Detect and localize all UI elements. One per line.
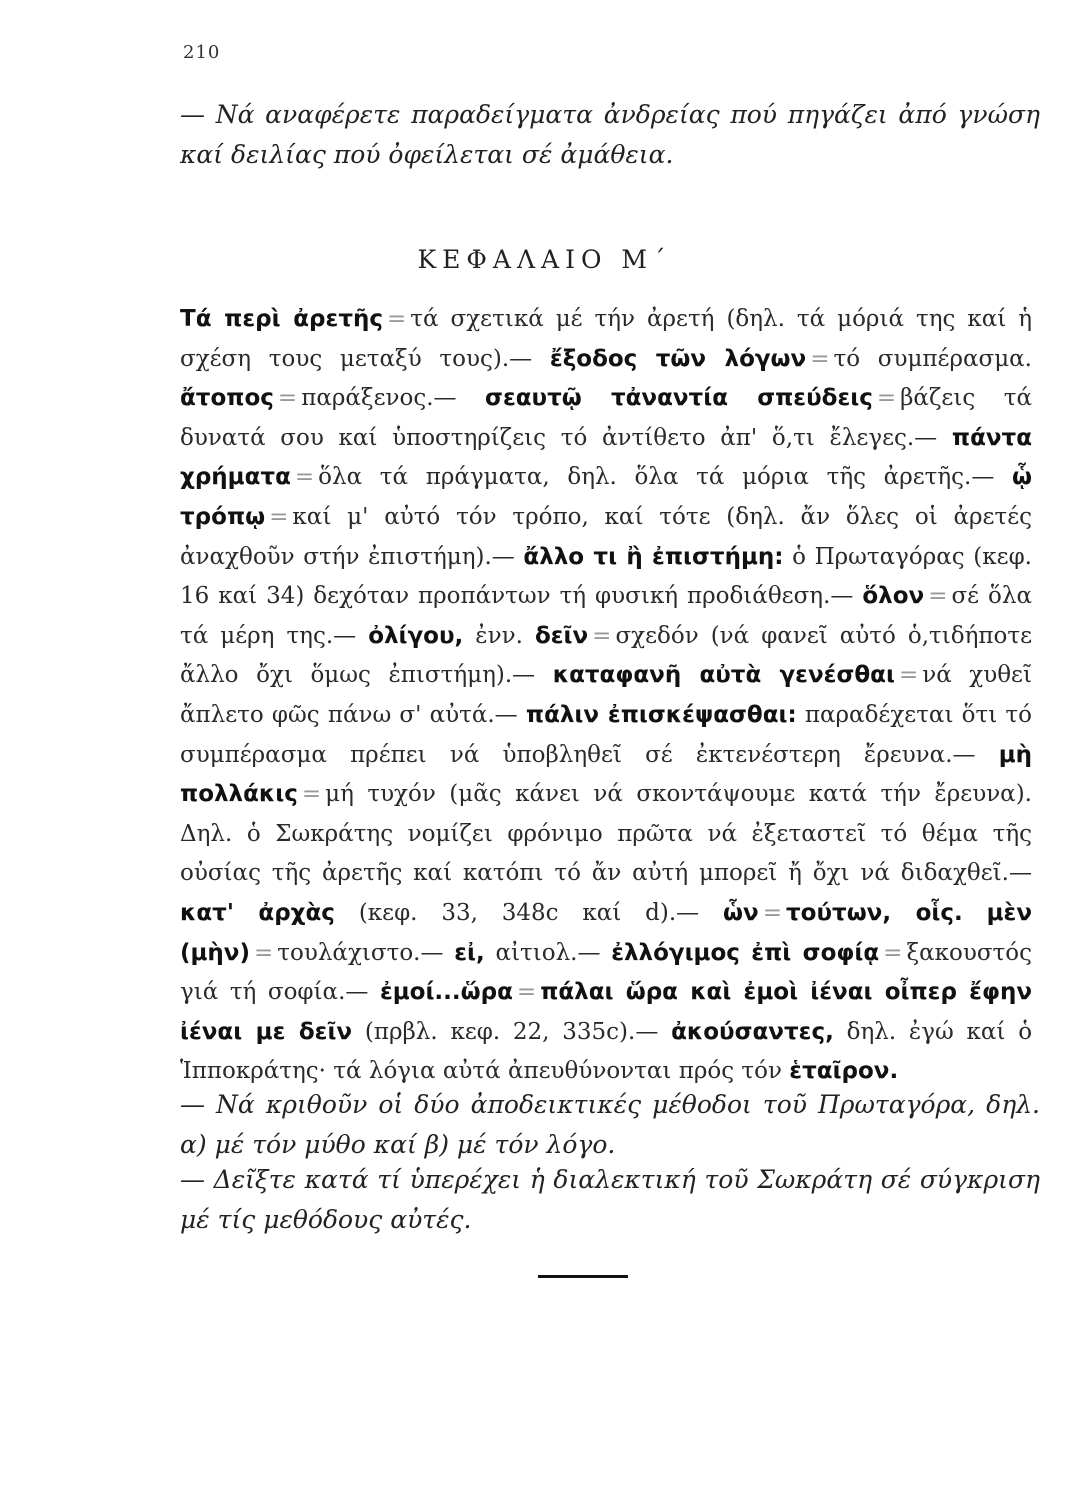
gloss: (κεφ. 33, 348c καί d).— (358, 899, 700, 926)
gloss: ἐνν. (475, 622, 523, 649)
lemma: ἀκούσαντες, (671, 1018, 834, 1045)
lemma: δεῖν (534, 622, 589, 649)
lemma: ἄτοπος (180, 385, 274, 412)
study-question: — Νά κριθοῦν οἱ δύο ἀποδεικτικές μέθοδοι τοῦ Πρωταγόρα, δηλ. α) μέ τόν μύθο καί β) μέ τόν λόγο. (180, 1090, 1040, 1159)
gloss: ὅλα τά πράγματα, δηλ. ὅλα τά μόρια τῆς ἀρετῆς.— (318, 464, 995, 491)
gloss: σέ ὅλα τά μέρη της.— (180, 583, 1032, 649)
lemma: πάλιν ἐπισκέψασθαι: (525, 701, 797, 728)
commentary-block: Τά περὶ ἀρετῆς = τά σχετικά μέ τήν ἀρετή (δηλ. τά μόριά της καί ἡ σχέση τους μεταξύ τους).— ἔξοδος τῶν λόγων = τό συμπέρασμα. ἄτοπος = παράξενος.— σεαυτῷ τἀναντία σπεύδεις = βάζεις τά δυνατά σου καί ὑποστηρίζεις τό ἀντίθετο ἀπ' ὅ,τι ἔλεγες.— πάντα χρήματα = ὅλα τά πράγματα, δηλ. ὅλα τά μόρια τῆς ἀρετῆς.— ᾧ τρόπῳ = καί μ' αὐτό τόν τρόπο, καί τότε (δηλ. ἄν ὅλες οἱ ἀρετές ἀναχθοῦν στήν ἐπιστήμη).— ἄλλο τι ἢ ἐπιστήμη: ὁ Πρωταγόρας (κεφ. 16 καί 34) δεχόταν προπάντων τή φυσική προδιάθεση.— ὅλον = σέ ὅλα τά μέρη της.— ὀλίγου, ἐνν. δεῖν = σχεδόν (νά φανεῖ αὐτό ὁ,τιδήποτε ἄλλο ὄχι ὅμως ἐπιστήμη).— καταφανῆ αὐτὰ γενέσθαι = νά χυθεῖ ἄπλετο φῶς πάνω σ' αὐτά.— πάλιν ἐπισκέψασθαι: παραδέχεται ὅτι τό συμπέρασμα πρέπει νά ὑποβληθεῖ σέ ἐκτενέστερη ἔρευνα.— μὴ πολλάκις = μή τυχόν (μᾶς κάνει νά σκοντάψουμε κατά τήν ἔρευνα). Δηλ. ὁ Σωκράτης νομίζει φρόνιμο πρῶτα νά ἐξεταστεῖ τό θέμα τῆς οὐσίας τῆς ἀρετῆς καί κατόπι τό ἄν αὐτή μπορεῖ ἤ ὄχι νά διδαχθεῖ.— κατ' ἀρχὰς (κεφ. 33, 348c καί d).— ὧν = τούτων, οἷς. μὲν (μὴν) = τουλάχιστο.— εἰ, αἰτιολ.— ἐλλόγιμος ἐπὶ σοφίᾳ = ξακουστός γιά τή σοφία.— ἐμοί...ὥρα = πάλαι ὥρα καὶ ἐμοὶ ἰέναι οἶπερ ἔφην ἰέναι με δεῖν (πρβλ. κεφ. 22, 335c).— ἀκούσαντες, δηλ. ἐγώ καί ὁ Ἱπποκράτης· τά λόγια αὐτά ἀπευθύνονται πρός τόν ἑταῖρον. (180, 306, 1033, 1085)
lemma: Τά περὶ ἀρετῆς (180, 306, 384, 332)
lemma: ὧν (723, 899, 759, 926)
gloss: νά χυθεῖ ἄπλετο φῶς πάνω σ' αὐτά.— (180, 662, 1032, 728)
lemma: μὲν (μὴν) (180, 899, 1033, 966)
gloss: μή τυχόν (μᾶς κάνει νά σκοντάψουμε κατά τήν ἔρευνα). Δηλ. ὁ Σωκράτης νομίζει φρόνιμο πρῶτα νά ἐξεταστεῖ τό θέμα τῆς οὐσίας τῆς ἀρετῆς καί κατόπι τό ἄν αὐτή μπορεῖ ἤ ὄχι νά διδαχθεῖ.— (180, 781, 1032, 887)
gloss: ὁ Πρωταγόρας (κεφ. 16 καί 34) δεχόταν προπάντων τή φυσική προδιάθεση.— (180, 543, 1032, 610)
gloss: δηλ. ἐγώ καί ὁ Ἱπποκράτης· τά λόγια αὐτά ἀπευθύνονται πρός τόν (180, 1018, 1033, 1085)
gloss: (πρβλ. κεφ. 22, 335c).— (364, 1018, 659, 1045)
gloss: τά σχετικά μέ τήν ἀρετή (δηλ. τά μόριά της καί ἡ σχέση τους μεταξύ τους).— (180, 306, 1033, 372)
lemma: ἔξοδος τῶν λόγων (549, 345, 807, 372)
lemma: σεαυτῷ τἀναντία σπεύδεις (485, 385, 873, 412)
lemma: ἐμοί...ὥρα (379, 979, 513, 1006)
gloss: ξακουστός γιά τή σοφία.— (180, 939, 1032, 1006)
lemma: ἄλλο τι ἢ ἐπιστήμη: (523, 543, 784, 570)
end-rule-divider (538, 1275, 628, 1278)
gloss: αἰτιολ.— (495, 939, 601, 966)
lemma: ὀλίγου, (368, 622, 464, 649)
gloss: σχεδόν (νά φανεῖ αὐτό ὁ,τιδήποτε ἄλλο ὄχι ὅμως ἐπιστήμη).— (180, 622, 1033, 689)
page-number: 210 (183, 42, 221, 63)
lemma: πάλαι ὥρα καὶ ἐμοὶ ἰέναι οἶπερ ἔφην ἰέναι με δεῖν (180, 979, 1032, 1045)
gloss: τουλάχιστο.— (277, 939, 444, 966)
lemma: ἑταῖρον. (789, 1058, 899, 1085)
lemma: μὴ πολλάκις (180, 741, 1032, 808)
study-question: — Νά αναφέρετε παραδείγματα ἀνδρείας πού πηγάζει ἀπό γνώση καί δειλίας πού ὀφείλεται σέ ἀμάθεια. (180, 100, 1040, 169)
study-question: — Δεῖξτε κατά τί ὑπερέχει ἡ διαλεκτική τοῦ Σωκράτη σέ σύγκριση μέ τίς μεθόδους αὐτές. (180, 1165, 1040, 1234)
lemma: τούτων, οἷς. (786, 899, 963, 926)
gloss: παραδέχεται ὅτι τό συμπέρασμα πρέπει νά ὑποβληθεῖ σέ ἐκτενέστερη ἔρευνα.— (180, 701, 1032, 768)
gloss: παράξενος.— (301, 385, 457, 412)
gloss: καί μ' αὐτό τόν τρόπο, καί τότε (δηλ. ἄν ὅλες οἱ ἀρετές ἀναχθοῦν στήν ἐπιστήμη).— (180, 503, 1032, 570)
gloss: βάζεις τά δυνατά σου καί ὑποστηρίζεις τό ἀντίθετο ἀπ' ὅ,τι ἔλεγες.— (180, 385, 1032, 451)
lemma: καταφανῆ αὐτὰ γενέσθαι (552, 662, 895, 689)
lemma: πάντα χρήματα (180, 424, 1033, 491)
chapter-title: ΚΕΦΑΛΑΙΟ Μ΄ (417, 245, 672, 274)
lemma: ᾧ τρόπῳ (180, 464, 1032, 530)
gloss: τό συμπέρασμα. (833, 345, 1032, 372)
lemma: εἰ, (454, 939, 485, 966)
lemma: ὅλον (862, 583, 925, 610)
lemma: ἐλλόγιμος ἐπὶ σοφίᾳ (611, 939, 880, 966)
lemma: κατ' ἀρχὰς (180, 899, 335, 926)
